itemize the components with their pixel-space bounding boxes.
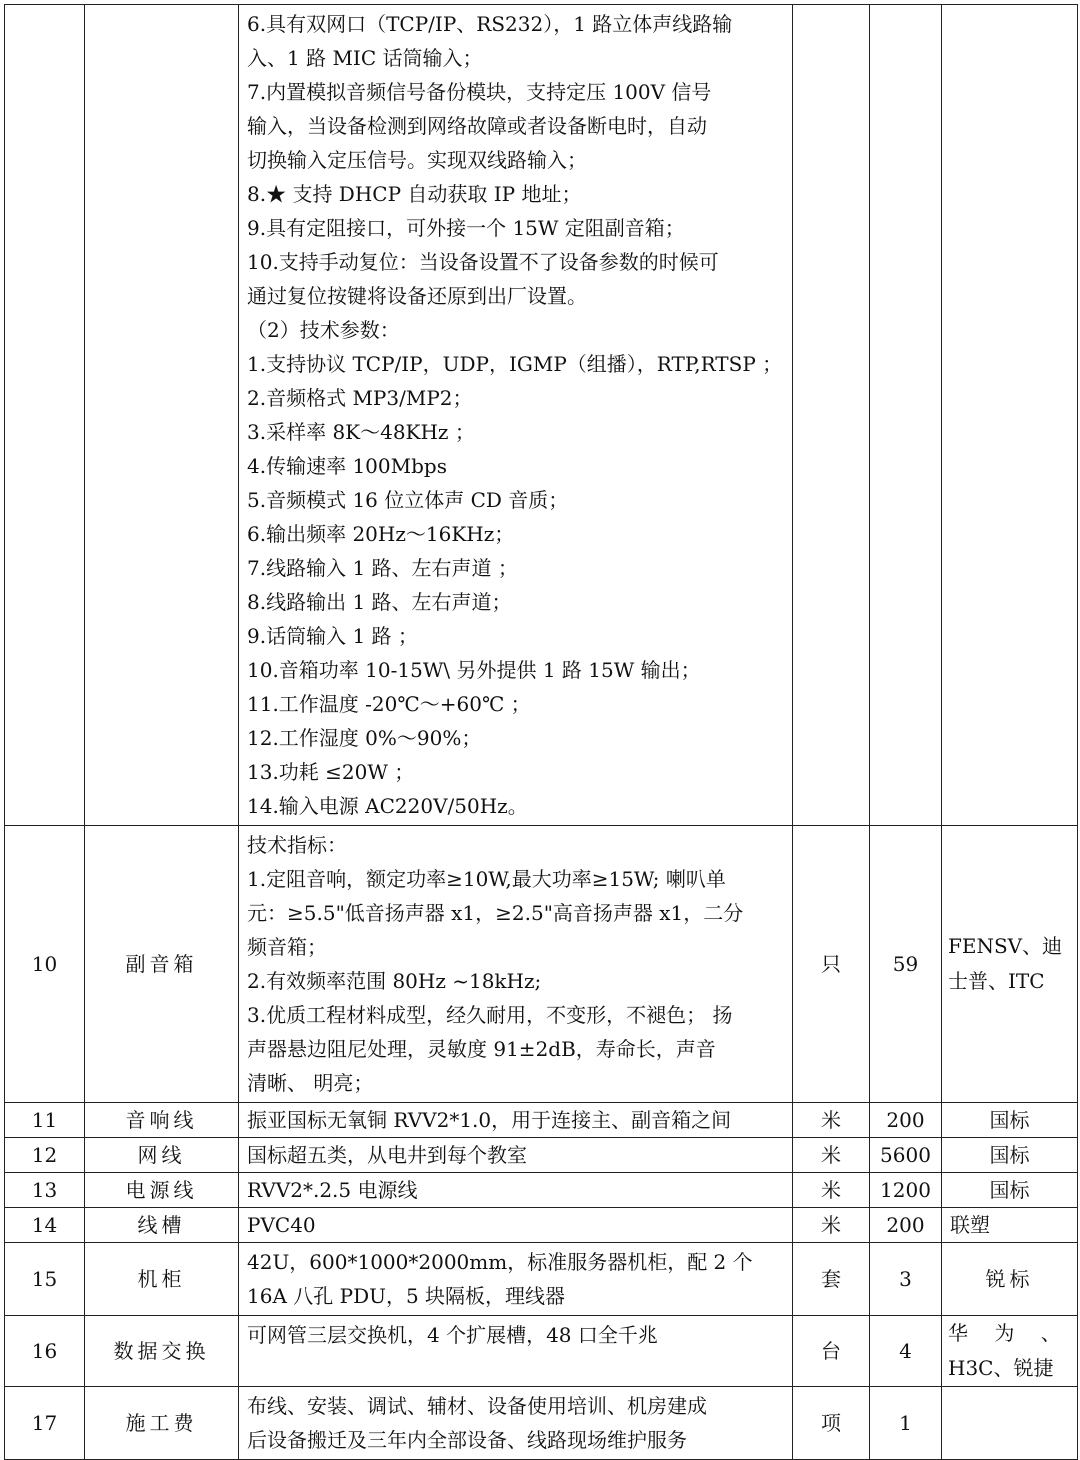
- item-name: 电源线: [85, 1173, 239, 1208]
- item-brand: [942, 5, 1078, 826]
- item-name: 网线: [85, 1138, 239, 1173]
- description-line: 声器悬边阻尼处理，灵敏度 91±2dB，寿命长，声音: [247, 1037, 716, 1061]
- item-brand: [942, 1316, 1078, 1387]
- equipment-spec-table: [4, 4, 1078, 1460]
- description-line: 7.内置模拟音频信号备份模块，支持定压 100V 信号: [247, 80, 712, 104]
- item-number: 15: [5, 1243, 85, 1316]
- description-line: 5.音频模式 16 位立体声 CD 音质；: [247, 488, 569, 512]
- description-line: 入、1 路 MIC 话筒输入；: [247, 46, 483, 70]
- description-line: 11.工作温度 -20℃～+60℃ ；: [247, 692, 531, 716]
- item-description: [239, 1387, 793, 1460]
- item-name: 副音箱: [85, 826, 239, 1103]
- description-line: 1.支持协议 TCP/IP，UDP，IGMP（组播），RTP,RTSP ；: [247, 352, 783, 376]
- item-unit: 项: [793, 1387, 870, 1460]
- item-brand: 国标: [942, 1103, 1078, 1138]
- description-line: 7.线路输入 1 路、左右声道 ；: [247, 556, 518, 580]
- item-quantity: 200: [870, 1208, 942, 1243]
- description-line: 14.输入电源 AC220V/50Hz。: [247, 794, 528, 818]
- item-number: 16: [5, 1316, 85, 1387]
- item-description: PVC40: [239, 1208, 793, 1243]
- description-line: 8.线路输出 1 路、左右声道；: [247, 590, 512, 614]
- description-line: 通过复位按键将设备还原到出厂设置。: [247, 284, 587, 308]
- description-line: 2.有效频率范围 80Hz ~18kHz;: [247, 969, 542, 993]
- item-name: 线槽: [85, 1208, 239, 1243]
- item-unit: 米: [793, 1208, 870, 1243]
- item-name: 机柜: [85, 1243, 239, 1316]
- description-line: 后设备搬迁及三年内全部设备、线路现场维护服务: [247, 1428, 687, 1452]
- item-number: 12: [5, 1138, 85, 1173]
- item-unit: 米: [793, 1138, 870, 1173]
- description-line: 3.优质工程材料成型，经久耐用，不变形，不褪色； 扬: [247, 1003, 733, 1027]
- description-line: 8.★ 支持 DHCP 自动获取 IP 地址；: [247, 182, 582, 206]
- description-line: 4.传输速率 100Mbps: [247, 454, 447, 478]
- item-quantity: 59: [870, 826, 942, 1103]
- item-description: [239, 1316, 793, 1387]
- table-row: [5, 1208, 1078, 1243]
- description-line: 9.话筒输入 1 路 ；: [247, 624, 418, 648]
- item-brand: [942, 826, 1078, 1103]
- item-name: 数据交换: [85, 1316, 239, 1387]
- item-number: 13: [5, 1173, 85, 1208]
- brand-line: FENSV、迪: [948, 934, 1063, 958]
- item-quantity: 3: [870, 1243, 942, 1316]
- description-line: （2）技术参数：: [247, 318, 400, 342]
- item-quantity: 1: [870, 1387, 942, 1460]
- description-line: 清晰、 明亮；: [247, 1071, 374, 1095]
- item-description: [239, 1243, 793, 1316]
- table-row: [5, 1103, 1078, 1138]
- item-unit: 米: [793, 1173, 870, 1208]
- item-quantity: 200: [870, 1103, 942, 1138]
- item-quantity: [870, 5, 942, 826]
- table-row: [5, 1173, 1078, 1208]
- description-line: 9.具有定阻接口，可外接一个 15W 定阻副音箱；: [247, 216, 685, 240]
- item-number: 10: [5, 826, 85, 1103]
- description-line: 16A 八孔 PDU，5 块隔板，理线器: [247, 1284, 566, 1308]
- description-line: 6.具有双网口（TCP/IP、RS232），1 路立体声线路输: [247, 12, 733, 36]
- item-quantity: 4: [870, 1316, 942, 1387]
- brand-line: 士普、ITC: [948, 969, 1045, 993]
- item-number: 14: [5, 1208, 85, 1243]
- description-line: 布线、安装、调试、辅材、设备使用培训、机房建成: [247, 1394, 707, 1418]
- table-row: [5, 1316, 1078, 1387]
- description-line: 3.采样率 8K～48KHz ；: [247, 420, 475, 444]
- item-number: 17: [5, 1387, 85, 1460]
- description-line: 10.音箱功率 10-15W\ 另外提供 1 路 15W 输出；: [247, 658, 701, 682]
- item-brand: 锐标: [942, 1243, 1078, 1316]
- item-description: 国标超五类，从电井到每个教室: [239, 1138, 793, 1173]
- description-line: 元：≥5.5"低音扬声器 x1，≥2.5"高音扬声器 x1，二分: [247, 901, 744, 925]
- item-name: 施工费: [85, 1387, 239, 1460]
- item-unit: 套: [793, 1243, 870, 1316]
- item-unit: 台: [793, 1316, 870, 1387]
- table-row: [5, 1243, 1078, 1316]
- item-unit: 只: [793, 826, 870, 1103]
- table-row: [5, 1138, 1078, 1173]
- description-line: 42U，600*1000*2000mm，标准服务器机柜，配 2 个: [247, 1250, 753, 1274]
- description-line: 12.工作湿度 0%～90%；: [247, 726, 482, 750]
- item-brand: 国标: [942, 1173, 1078, 1208]
- description-line: 频音箱；: [247, 935, 327, 959]
- item-description: 振亚国标无氧铜 RVV2*1.0，用于连接主、副音箱之间: [239, 1103, 793, 1138]
- description-line: 输入，当设备检测到网络故障或者设备断电时，自动: [247, 114, 707, 138]
- table-row: [5, 826, 1078, 1103]
- item-brand: 联塑: [942, 1208, 1078, 1243]
- item-description: RVV2*.2.5 电源线: [239, 1173, 793, 1208]
- item-description: [239, 5, 793, 826]
- description-line: 10.支持手动复位：当设备设置不了设备参数的时候可: [247, 250, 719, 274]
- item-name: 音响线: [85, 1103, 239, 1138]
- brand-line: 华 为 、: [948, 1321, 1071, 1345]
- item-description: [239, 826, 793, 1103]
- item-brand: 国标: [942, 1138, 1078, 1173]
- description-line: 2.音频格式 MP3/MP2；: [247, 386, 473, 410]
- description-line: 13.功耗 ≤20W ；: [247, 760, 415, 784]
- brand-line: H3C、锐捷: [948, 1356, 1054, 1380]
- description-line: 切换输入定压信号。实现双线路输入；: [247, 148, 587, 172]
- item-brand: [942, 1387, 1078, 1460]
- table-row: [5, 5, 1078, 826]
- item-quantity: 1200: [870, 1173, 942, 1208]
- description-line: 可网管三层交换机，4 个扩展槽，48 口全千兆: [247, 1323, 658, 1347]
- item-name: [85, 5, 239, 826]
- description-line: 1.定阻音响，额定功率≥10W,最大功率≥15W; 喇叭单: [247, 867, 726, 891]
- item-quantity: 5600: [870, 1138, 942, 1173]
- item-unit: 米: [793, 1103, 870, 1138]
- description-line: 技术指标：: [247, 833, 347, 857]
- item-unit: [793, 5, 870, 826]
- cut-off-footer-text: [30, 1437, 250, 1445]
- item-number: [5, 5, 85, 826]
- item-number: 11: [5, 1103, 85, 1138]
- description-line: 6.输出频率 20Hz～16KHz；: [247, 522, 515, 546]
- table-row: [5, 1387, 1078, 1460]
